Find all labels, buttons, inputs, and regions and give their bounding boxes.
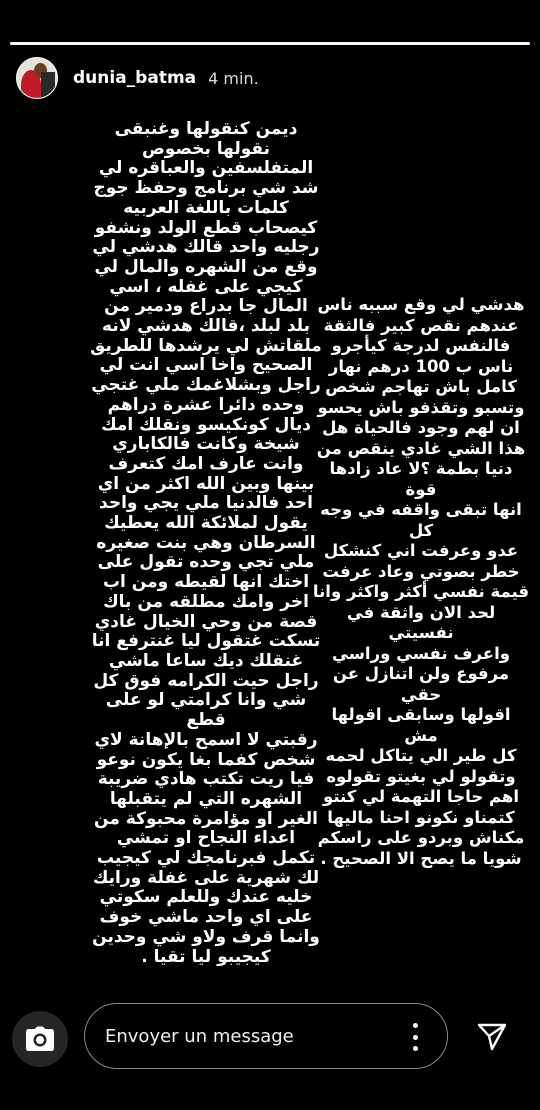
send-button[interactable] (472, 1017, 512, 1057)
story-text-left: ديمن كنقولها وغنبقى نقولها بخصوص المتفلسفين والعباقره لي شد شي برنامج وحفظ جوج كلمات باللغة العربيه كيصحاب قطع الولد ونشفو رجليه واحد قالك هدشي لي وقع من الشهره والمال لي كيجي على غفله ، اسي المال جا بدراع ودمير من بلد لبلد ،قالك هدشي لانه ملقاتش لي يرشدها للطريق الصحيح واخا اسي انت لي راجل وبشلاغمك ملي غتجي وحده دائرا عشرة دراهم ديال كونكيسو ونقلك امك شيخة وكانت فالكاباري وانت عارف امك كتعرف بينها وبين الله اكثر من اي احد فالدنيا ملي يجي واحد يقول لملائكة الله يعطيك السرطان وهي بنت صغيره ملي تجي وحده تقول على اختك انها لقيطه ومن اب اخر وامك مطلقه من باك قصة من وحي الخيال غادي تسكت غتقول ليا غنترفع انا غنقلك ديك ساعا ماشي راجل حيت الكرامه فوق كل شي وانا كرامتي لو على قطع رقبتي لا اسمح بالإهانة لاي شخص كفما بغا يكون نوعو فيا ريت تكتب هادي ضريبة الشهره التي لم يتقبلها الغير او مؤامرة محبوكة من اعداء النجاح او تمشي تكمل فبرنامجك لي كيجيب لك شهرية على غفلة ورايك خليه عندك وللعلم سكوتي على اي واحد ماشي خوف وانما قرف ولاو شي وحدين كيجيبو ليا تقيا . (90, 119, 322, 967)
message-bar (0, 1003, 540, 1069)
story-progress-bar (10, 42, 530, 45)
more-dots-icon[interactable] (410, 1023, 420, 1051)
camera-icon (25, 1026, 55, 1052)
camera-button[interactable] (12, 1011, 68, 1067)
avatar[interactable] (16, 57, 58, 99)
story-text-right: هدشي لي وقع سببه ناس عندهم نقص كبير فالثقة فالنفس لدرجة كيأجرو ناس ب 100 درهم نهار كامل باش تهاجم شخص وتسبو وتقذفو باش يحسو ان لهم وجود فالحياة هل هذا الشي غادي ينقص من دنيا بطمة ؟لا عاد زادها قوة انها تبقى واقفه في وجه كل عدو وعرفت اني كنشكل خطر بصوتي وعاد عرفت قيمة نفسي أكثر واكثر وانا لحد الان واثقة في نفسيتي واعرف نفسي وراسي مرفوع ولن اتنازل عن حقي اقولها وسابقى اقولها مش كل طير الي يتاكل لحمه وتقولو لي بغيتو تقولوه اهم حاجا التهمة لي كنتو كتمناو نكونو احنا ماليها مكناش وبردو على راسكم شويا ما يصح الا الصحيح . (312, 295, 530, 868)
story-time: 4 min. (208, 68, 259, 88)
username[interactable]: dunia_batma (73, 68, 197, 88)
send-icon (477, 1023, 507, 1051)
message-input[interactable] (84, 1003, 448, 1069)
story-header (16, 56, 259, 100)
